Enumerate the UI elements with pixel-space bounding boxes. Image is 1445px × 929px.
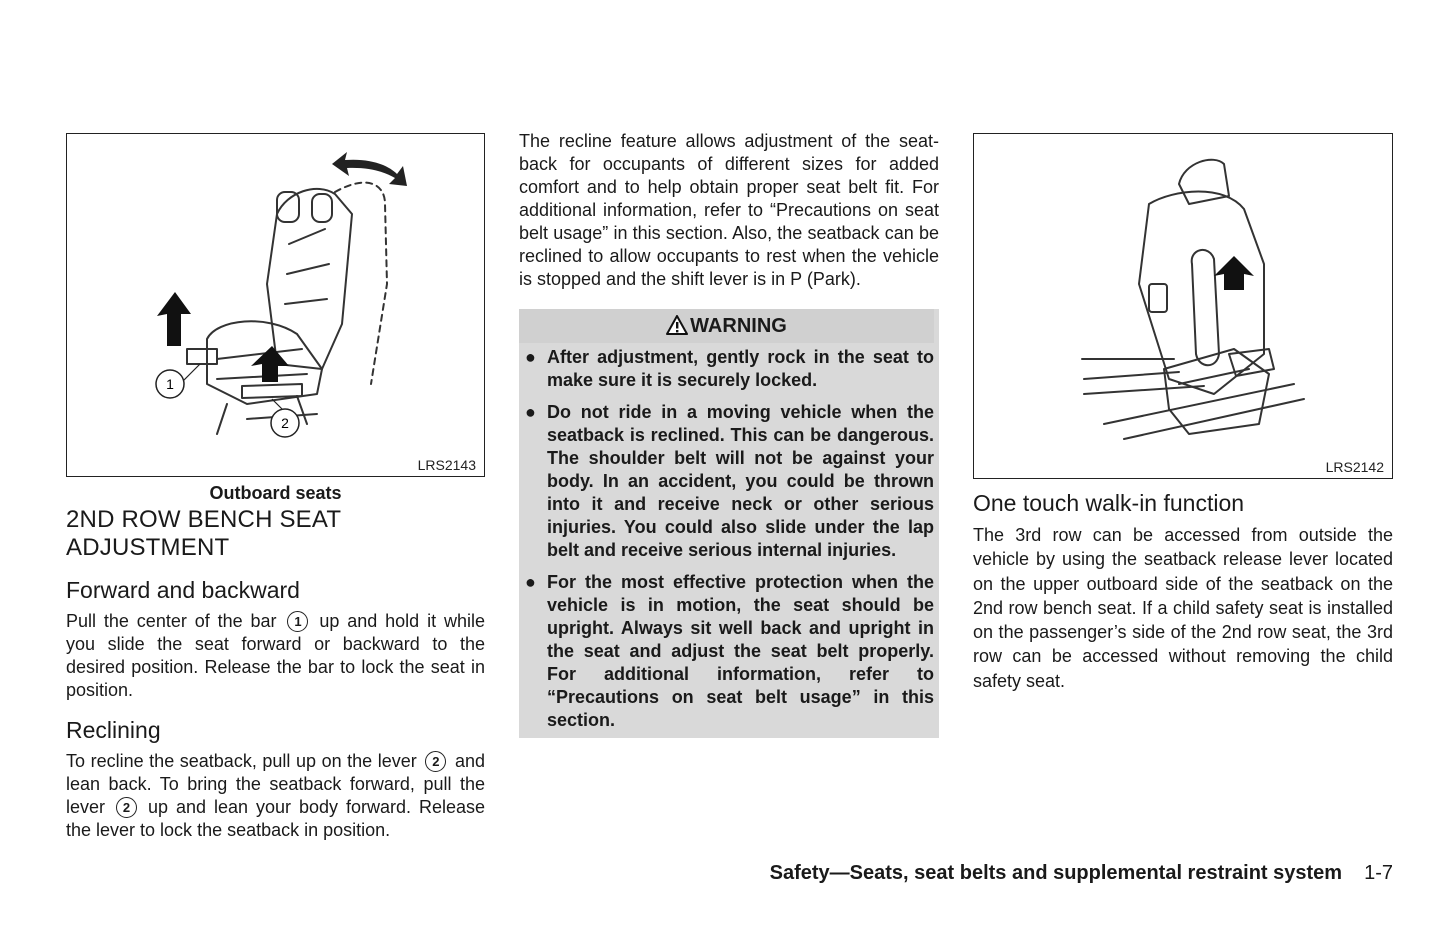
section-title — [66, 506, 485, 562]
warning-list — [519, 346, 934, 732]
section-title-line2: ADJUSTMENT — [66, 534, 230, 561]
middle-column — [519, 130, 939, 738]
page-number: 1-7 — [1364, 862, 1393, 884]
reclining-paragraph — [66, 750, 485, 842]
warning-text: Do not ride in a moving vehicle when the seatback is reclined. This can be dangerous. The shoulder belt will not be against your body. In an accident, you could be thrown into it and receive neck or other serious injuries. You could also slide under the lap belt and receive serious internal injuries. — [547, 402, 934, 560]
text-run: up and lean your body forward. Release the lever to lock the seatback in position. — [66, 797, 485, 840]
figure-caption: Outboard seats — [209, 483, 342, 503]
callout-ref-1: 1 — [287, 611, 308, 632]
bullet-icon: ● — [525, 347, 536, 367]
callout-1: 1 — [166, 376, 174, 392]
warning-text: After adjustment, gently rock in the seat to make sure it is securely locked. — [547, 347, 934, 390]
subheading-reclining: Reclining — [66, 717, 161, 743]
left-column — [66, 133, 485, 842]
warning-box — [519, 309, 939, 738]
forward-backward-paragraph — [66, 610, 485, 702]
warning-title: WARNING — [690, 315, 787, 337]
bench-seat-illustration — [67, 134, 483, 475]
warning-header — [519, 309, 934, 343]
right-column — [973, 133, 1393, 693]
figure-code: LRS2143 — [417, 457, 476, 473]
callout-ref-2: 2 — [116, 797, 137, 818]
warning-item — [519, 401, 934, 562]
callout-2: 2 — [281, 415, 289, 431]
text-run: up and hold it while you slide the seat forward or backward to the desired position. Release the bar to lock the seat in position. — [66, 611, 485, 700]
walk-in-paragraph: The 3rd row can be accessed from outside the vehicle by using the seatback release lever located on the upper outboard side of the seatback on the 2nd row bench seat. If a child safety seat is installed on the passenger’s side of the 2nd row seat, the 3rd row can be accessed without removing the child safety seat. — [973, 525, 1393, 691]
bullet-icon: ● — [525, 572, 536, 592]
bullet-icon: ● — [525, 402, 536, 422]
text-run: and lean back. To bring the seatback forward, pull the lever — [66, 751, 485, 817]
section-title-line1: 2ND ROW BENCH SEAT — [66, 506, 342, 533]
subheading-walk-in: One touch walk-in function — [973, 490, 1245, 516]
seat-adjustment-figure — [66, 133, 485, 477]
recline-intro-paragraph: The recline feature allows adjustment of the seatback for occupants of different sizes for added comfort and to help obtain proper seat belt fit. For additional information, refer to “Precautions on seat belt usage” in this section. Also, the seatback can be reclined to allow occupants to rest when the vehicle is stopped and the shift lever is in P (Park). — [519, 131, 939, 289]
warning-item — [519, 571, 934, 732]
warning-triangle-icon — [666, 312, 688, 346]
figure-code: LRS2142 — [1325, 459, 1384, 475]
text-run: To recline the seatback, pull up on the lever — [66, 751, 417, 771]
callout-ref-2: 2 — [425, 751, 446, 772]
walk-in-seat-illustration — [974, 134, 1391, 477]
page-footer — [770, 862, 1393, 885]
warning-item — [519, 346, 934, 392]
warning-text: For the most effective protection when the vehicle is in motion, the seat should be upright. Always sit well back and upright in the seat and adjust the seat belt properly. For additional information, refer to “Precautions on seat belt usage” in this section. — [547, 572, 934, 730]
walk-in-figure — [973, 133, 1393, 479]
footer-section-title: Safety—Seats, seat belts and supplemental restraint system — [769, 862, 1343, 884]
subheading-forward-backward: Forward and backward — [66, 577, 300, 603]
text-run: Pull the center of the bar — [66, 611, 277, 631]
